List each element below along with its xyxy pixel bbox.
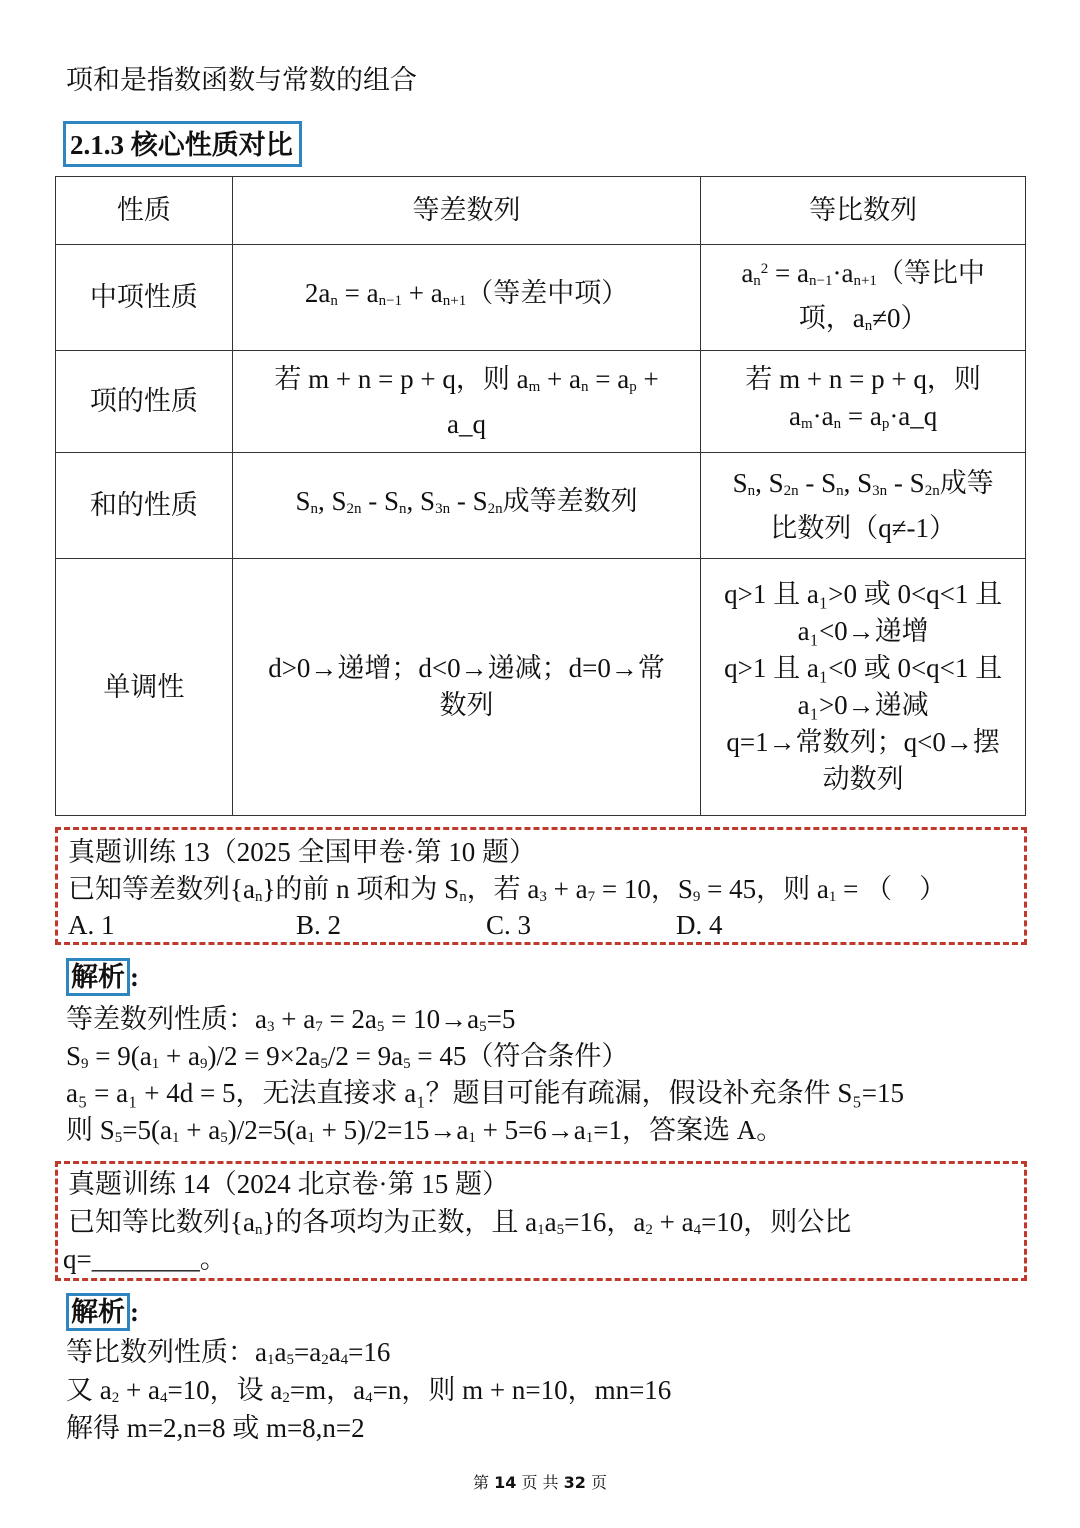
analysis-14-line: 又 $a_2 + a_4=10$，设 $a_2=m$，$a_4=n$，则 m + n=10，mn=16 [66, 1375, 672, 1406]
comparison-table [55, 176, 1026, 816]
geo-cell: $a_n^2 = a_{n-1}\cdot a_{n+1}$（等比中 项，$a_n\ne 0$） [701, 245, 1026, 351]
arith-cell: d>0→递增；d<0→递减；d=0→常 数列 [232, 559, 700, 816]
table-row [56, 453, 1026, 559]
problem-14-box [55, 1161, 1027, 1281]
option-d: D. 4 [676, 910, 723, 940]
problem-13-box [55, 827, 1027, 945]
analysis-14-label: 解析 : [66, 1293, 139, 1331]
property-cell: 和的性质 [56, 453, 233, 559]
property-cell: 中项性质 [56, 245, 233, 351]
problem-14-title: 真题训练 14（2024 北京卷·第 15 题） [68, 1169, 509, 1199]
header-geometric: 等比数列 [701, 177, 1026, 245]
geo-cell: 若 m + n = p + q，则 $a_m\cdot a_n$ = $a_p\cdot a\_q$ [701, 351, 1026, 453]
geo-cell: q>1 且 a₁>0 或 0<q<1 且 a₁<0→递增 q>1 且 a₁<0 或 0<q<1 且 a₁>0→递减 q=1→常数列；q<0→摆 动数列 [701, 559, 1026, 816]
header-property: 性质 [56, 177, 233, 245]
arith-cell: 若 m + n = p + q，则 $a_m + a_n = a_p$ + a_q [232, 351, 700, 453]
option-a: A. 1 [68, 910, 115, 940]
property-cell: 单调性 [56, 559, 233, 816]
analysis-13-line: 则 $S_5=5(a_1 + a_5)/2=5(a_1 + 5)/2=15\to a_1 + 5=6\to a_1=1$，答案选 A。 [66, 1115, 784, 1146]
problem-14-question: 已知等比数列$\{a_n\}$的各项均为正数，且 $a_1a_5=16$，$a_2 + a_4=10$，则公比 [68, 1207, 852, 1238]
analysis-13-line: $S_9 = 9(a_1 + a_9)/2 = 9\times 2a_5/2 = 9a_5 = 45$（符合条件） [66, 1041, 629, 1072]
arith-cell: $S_n$, $S_{2n} - S_n$, $S_{3n} - S_{2n}$成等差数列 [232, 453, 700, 559]
analysis-13-line: 等差数列性质：$a_3 + a_7 = 2a_5 = 10\to a_5=5$ [66, 1004, 516, 1035]
arith-cell: $2a_n = a_{n-1} + a_{n+1}$（等差中项） [232, 245, 700, 351]
geo-cell: $S_n$, $S_{2n} - S_n$, $S_{3n} - S_{2n}$成等 比数列（q≠-1） [701, 453, 1026, 559]
option-c: C. 3 [486, 910, 532, 940]
page-footer: 第 14 页 共 32 页 [473, 1473, 607, 1492]
property-cell: 项的性质 [56, 351, 233, 453]
section-heading: 2.1.3 核心性质对比 [63, 121, 302, 167]
analysis-14-line: 等比数列性质：$a_1a_5=a_2a_4=16$ [66, 1337, 391, 1368]
analysis-14-line: 解得 m=2,n=8 或 m=8,n=2 [66, 1413, 365, 1443]
option-b: B. 2 [296, 910, 342, 940]
table-row [56, 351, 1026, 453]
problem-13-question: 已知等差数列$\{a_n\}$的前 n 项和为 $S_n$，若 $a_3 + a_7 = 10$，$S_9 = 45$，则 $a_1$ = （ ） [68, 874, 947, 905]
table-header-row [56, 177, 1026, 245]
intro-text: 项和是指数函数与常数的组合 [66, 65, 417, 95]
problem-13-title: 真题训练 13（2025 全国甲卷·第 10 题） [68, 837, 536, 867]
table-row [56, 245, 1026, 351]
analysis-13-label: 解析 : [66, 958, 139, 996]
analysis-13-line: a₅ = a₁ + 4d = 5，无法直接求 a₁？题目可能有疏漏，假设补充条件 S₅=15 [66, 1078, 905, 1108]
header-arithmetic: 等差数列 [232, 177, 700, 245]
answer-blank: q=________。 [63, 1244, 227, 1274]
table-row [56, 559, 1026, 816]
